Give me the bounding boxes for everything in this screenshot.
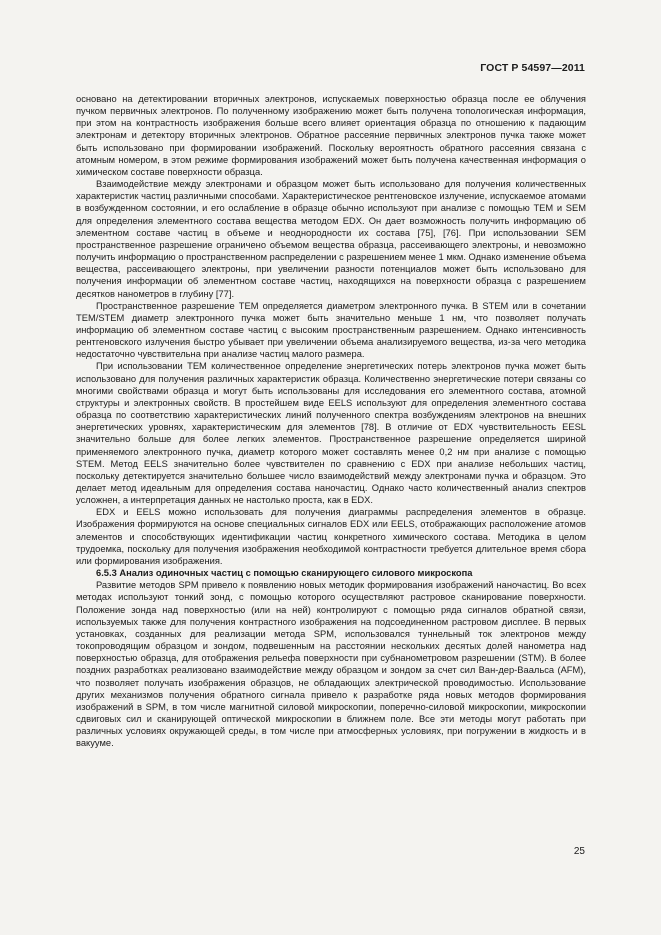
paragraph-tem-resolution: Пространственное разрешение TEM определяется диаметром электронного пучка. В STEM или в сочетании TEM/STEM диаметр электронного пучка может быть значительно меньше 1 нм, что позволяет получать информацию об элементном составе частиц с высоким пространственным разрешением. Однако интенсивность рентгеновского излучения быстро убывает при увеличении объема анализируемого вещества, из-за чего методика недостаточно чувствительна при анализе частиц малого размера. bbox=[76, 300, 586, 360]
page-number: 25 bbox=[573, 846, 585, 857]
paragraph-continuation: основано на детектировании вторичных электронов, испускаемых поверхностью образца после ее облучения пучком первичных электронов. По полученному изображению может быть получена топологическая информация, при этом на контрастность изображения больше всего влияет ориентация образца по отношению к падающим электронам и детектору вторичных электронов. Обратное рассеяние первичных электронов пучка также может быть использовано при формировании изображений. Поскольку вероятность обратного рассеяния связана с атомным номером, в этом режиме формирования изображений может быть получена качественная информация о химическом составе поверхности образца. bbox=[76, 94, 586, 177]
paragraph-edx-eels-mapping: EDX и EELS можно использовать для получения диаграммы распределения элементов в образце. Изображения формируются на основе специальных сигналов EDX или EELS, отображающих расположение атомов элементов и способствующих идентификации частиц конкретного химического состава. Методика в целом трудоемка, поскольку для получения изображения необходимой контрастности требуется длительное время сбора или формирования изображения. bbox=[76, 507, 586, 566]
paragraph-spm: Развитие методов SPM привело к появлению новых методик формирования изображений наночастиц. Во всех методах используют тонкий зонд, с помощью которого осуществляют растровое сканирование поверхности. Положение зонда над поверхностью (или на ней) контролируют с помощью ряда сигналов обратной связи, используемых также для получения контрастного изображения на подсоединенном растровом дисплее. В первых установках, созданных для реализации метода SPM, использовался туннельный ток электронов между токопроводящим образцом и зондом, подвешенным на расстоянии нескольких десятых долей нанометра над поверхностью образца, для отображения рельефа поверхности при субнанометровом разрешении (STM). В более поздних разработках реализовано взаимодействие между образцом и зондом за счет сил Ван-дер-Ваальса (AFM), что позволяет получать изображения образцов, не обладающих электрической проводимостью. Использование других механизмов получения обратного сигнала привело к разработке ряда новых методов формирования изображений в SPM, в том числе магнитной силовой микроскопии, поперечно-силовой микроскопии, микроскопии сдвиговых сил и сканирующей оптической микроскопии в ближнем поле. Все эти методы могут работать при различных условиях окружающей среды, в том числе при атмосферных условиях, при погружении в жидкость и в вакууме. bbox=[76, 580, 586, 749]
document-body bbox=[76, 93, 586, 749]
section-heading: 6.5.3 Анализ одиночных частиц с помощью сканирующего силового микроскопа bbox=[96, 568, 473, 579]
standard-number-header: ГОСТ Р 54597—2011 bbox=[480, 62, 585, 74]
paragraph-eels: При использовании TEM количественное определение энергетических потерь электронов пучка может быть использовано для получения различных характеристик образца. Количественно энергетические потери связаны со многими свойствами образца и могут быть использованы для исследования его элементного состава, атомной структуры и электронных свойств. В простейшем виде EELS используют для определения элементного состава образца по соответствию характеристических линий полученного спектра возбуждениям электронов на внешних энергетических уровнях, характеристическим для элементов [78]. В отличие от EDX чувствительность EESL значительно больше для более легких элементов. Пространственное разрешение определяется шириной применяемого электронного пучка, диаметр которого может составлять менее 0,2 нм при анализе с помощью STEM. Метод EELS значительно более чувствителен по сравнению с EDX при анализе небольших частиц, поскольку детектируется значительно большее число взаимодействий между электронами пучка и образцом. Это делает метод идеальным для определения состава наночастиц. Однако часто количественный анализ спектров усложнен, а интерпретация данных не настолько проста, как в EDX. bbox=[76, 361, 586, 506]
paragraph-interaction: Взаимодействие между электронами и образцом может быть использовано для получения количественных характеристик частиц различными способами. Характеристическое рентгеновское излучение, испускаемое атомами в возбужденном состоянии, и его ослабление в образце обычно используют при анализе с помощью TEM и SEM для определения элементного состава вещества методом EDX. Он дает возможность получить информацию об элементном составе частиц в объеме и неоднородности их состава [75], [76]. При использовании SEM пространственное разрешение ограничено объемом вещества образца, рассеивающего электроны, и невозможно получить информацию о пространственном распределении с разрешением менее 1 мкм. Однако изменение объема вещества, рассеивающего электроны, при увеличении разности потенциалов может быть использовано для получения информации об элементном составе частиц, находящихся на поверхности образца с разрешением десятков нанометров в глубину [77]. bbox=[76, 179, 586, 299]
